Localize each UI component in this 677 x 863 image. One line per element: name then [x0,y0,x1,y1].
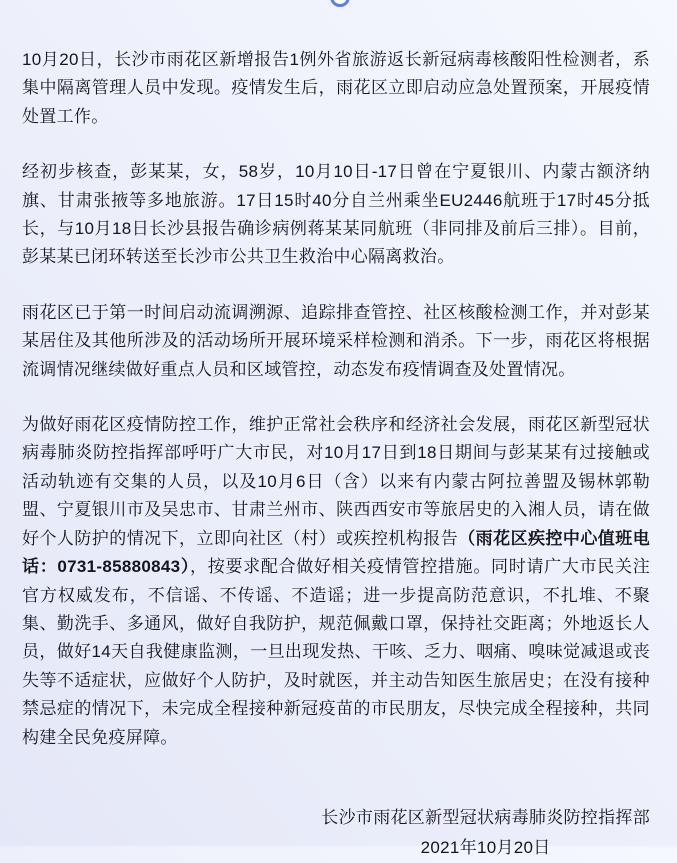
signature-inner [321,803,650,863]
paragraph-case-details: 经初步核查，彭某某，女，58岁，10月10日-17日曾在宁夏银川、内蒙古额济纳旗、甘肃张掖等多地旅游。17日15时40分自兰州乘坐EU2446航班于17时45分抵长，与10月18日长沙县报告确诊病例蒋某某同航班（非同排及前后三排）。目前，彭某某已闭环转送至长沙市公共卫生救治中心隔离救治。 [22,162,650,267]
paragraph-public-appeal [22,411,650,752]
paragraph-response-measures: 雨花区已于第一时间启动流调溯源、追踪排查管控、社区核酸检测工作，并对彭某某居住及其他所涉及的活动场所开展环境采样检测和消杀。下一步，雨花区将根据流调情况继续做好重点人员和区域管控，动态发布疫情调查及处置情况。 [22,302,650,379]
signature-org: 长沙市雨花区新型冠状病毒肺炎防控指挥部 [321,807,650,827]
paragraph-case-report: 10月20日，长沙市雨花区新增报告1例外省旅游返长新冠病毒核酸阳性检测者，系集中隔离管理人员中发现。疫情发生后，雨花区立即启动应急处置预案，开展疫情处置工作。 [22,50,650,126]
appeal-text-after-hotline: ，按要求配合做好相关疫情管控措施。同时请广大市民关注官方权威发布，不信谣、不传谣、不造谣；进一步提高防范意识，不扎堆、不聚集、勤洗手、多通风，做好自我防护，规范佩戴口罩，保持社交距离；外地返长人员，做好14天自我健康监测，一旦出现发热、干咳、乏力、咽痛、嗅味觉减退或丧失等不适症状，应做好个人防护，及时就医，并主动告知医生旅居史；在没有接种禁忌症的情况下，未完成全程接种新冠疫苗的市民朋友，尽快完成全程接种，共同构建全民免疫屏障。 [22,557,650,747]
signature-date: 2021年10月20日 [420,837,551,857]
appeal-text-before-hotline: 为做好雨花区疫情防控工作，维护正常社会秩序和经济社会发展，雨花区新型冠状病毒肺炎防控指挥部呼吁广大市民，对10月17日到18日期间与彭某某有过接触或活动轨迹有交集的人员，以及10月6日（含）以来有内蒙古阿拉善盟及锡林郭勒盟、宁夏银川市及吴忠市、甘肃兰州市、陕西西安市等旅居史的入湘人员，请在做好个人防护的情况下，立即向社区（村）或疾控机构报告 [22,415,650,548]
hotline-phone: （雨花区疾控中心值班电话：0731-85880843） [22,528,651,577]
loading-ring-icon [330,0,350,7]
signature-block [22,803,650,863]
